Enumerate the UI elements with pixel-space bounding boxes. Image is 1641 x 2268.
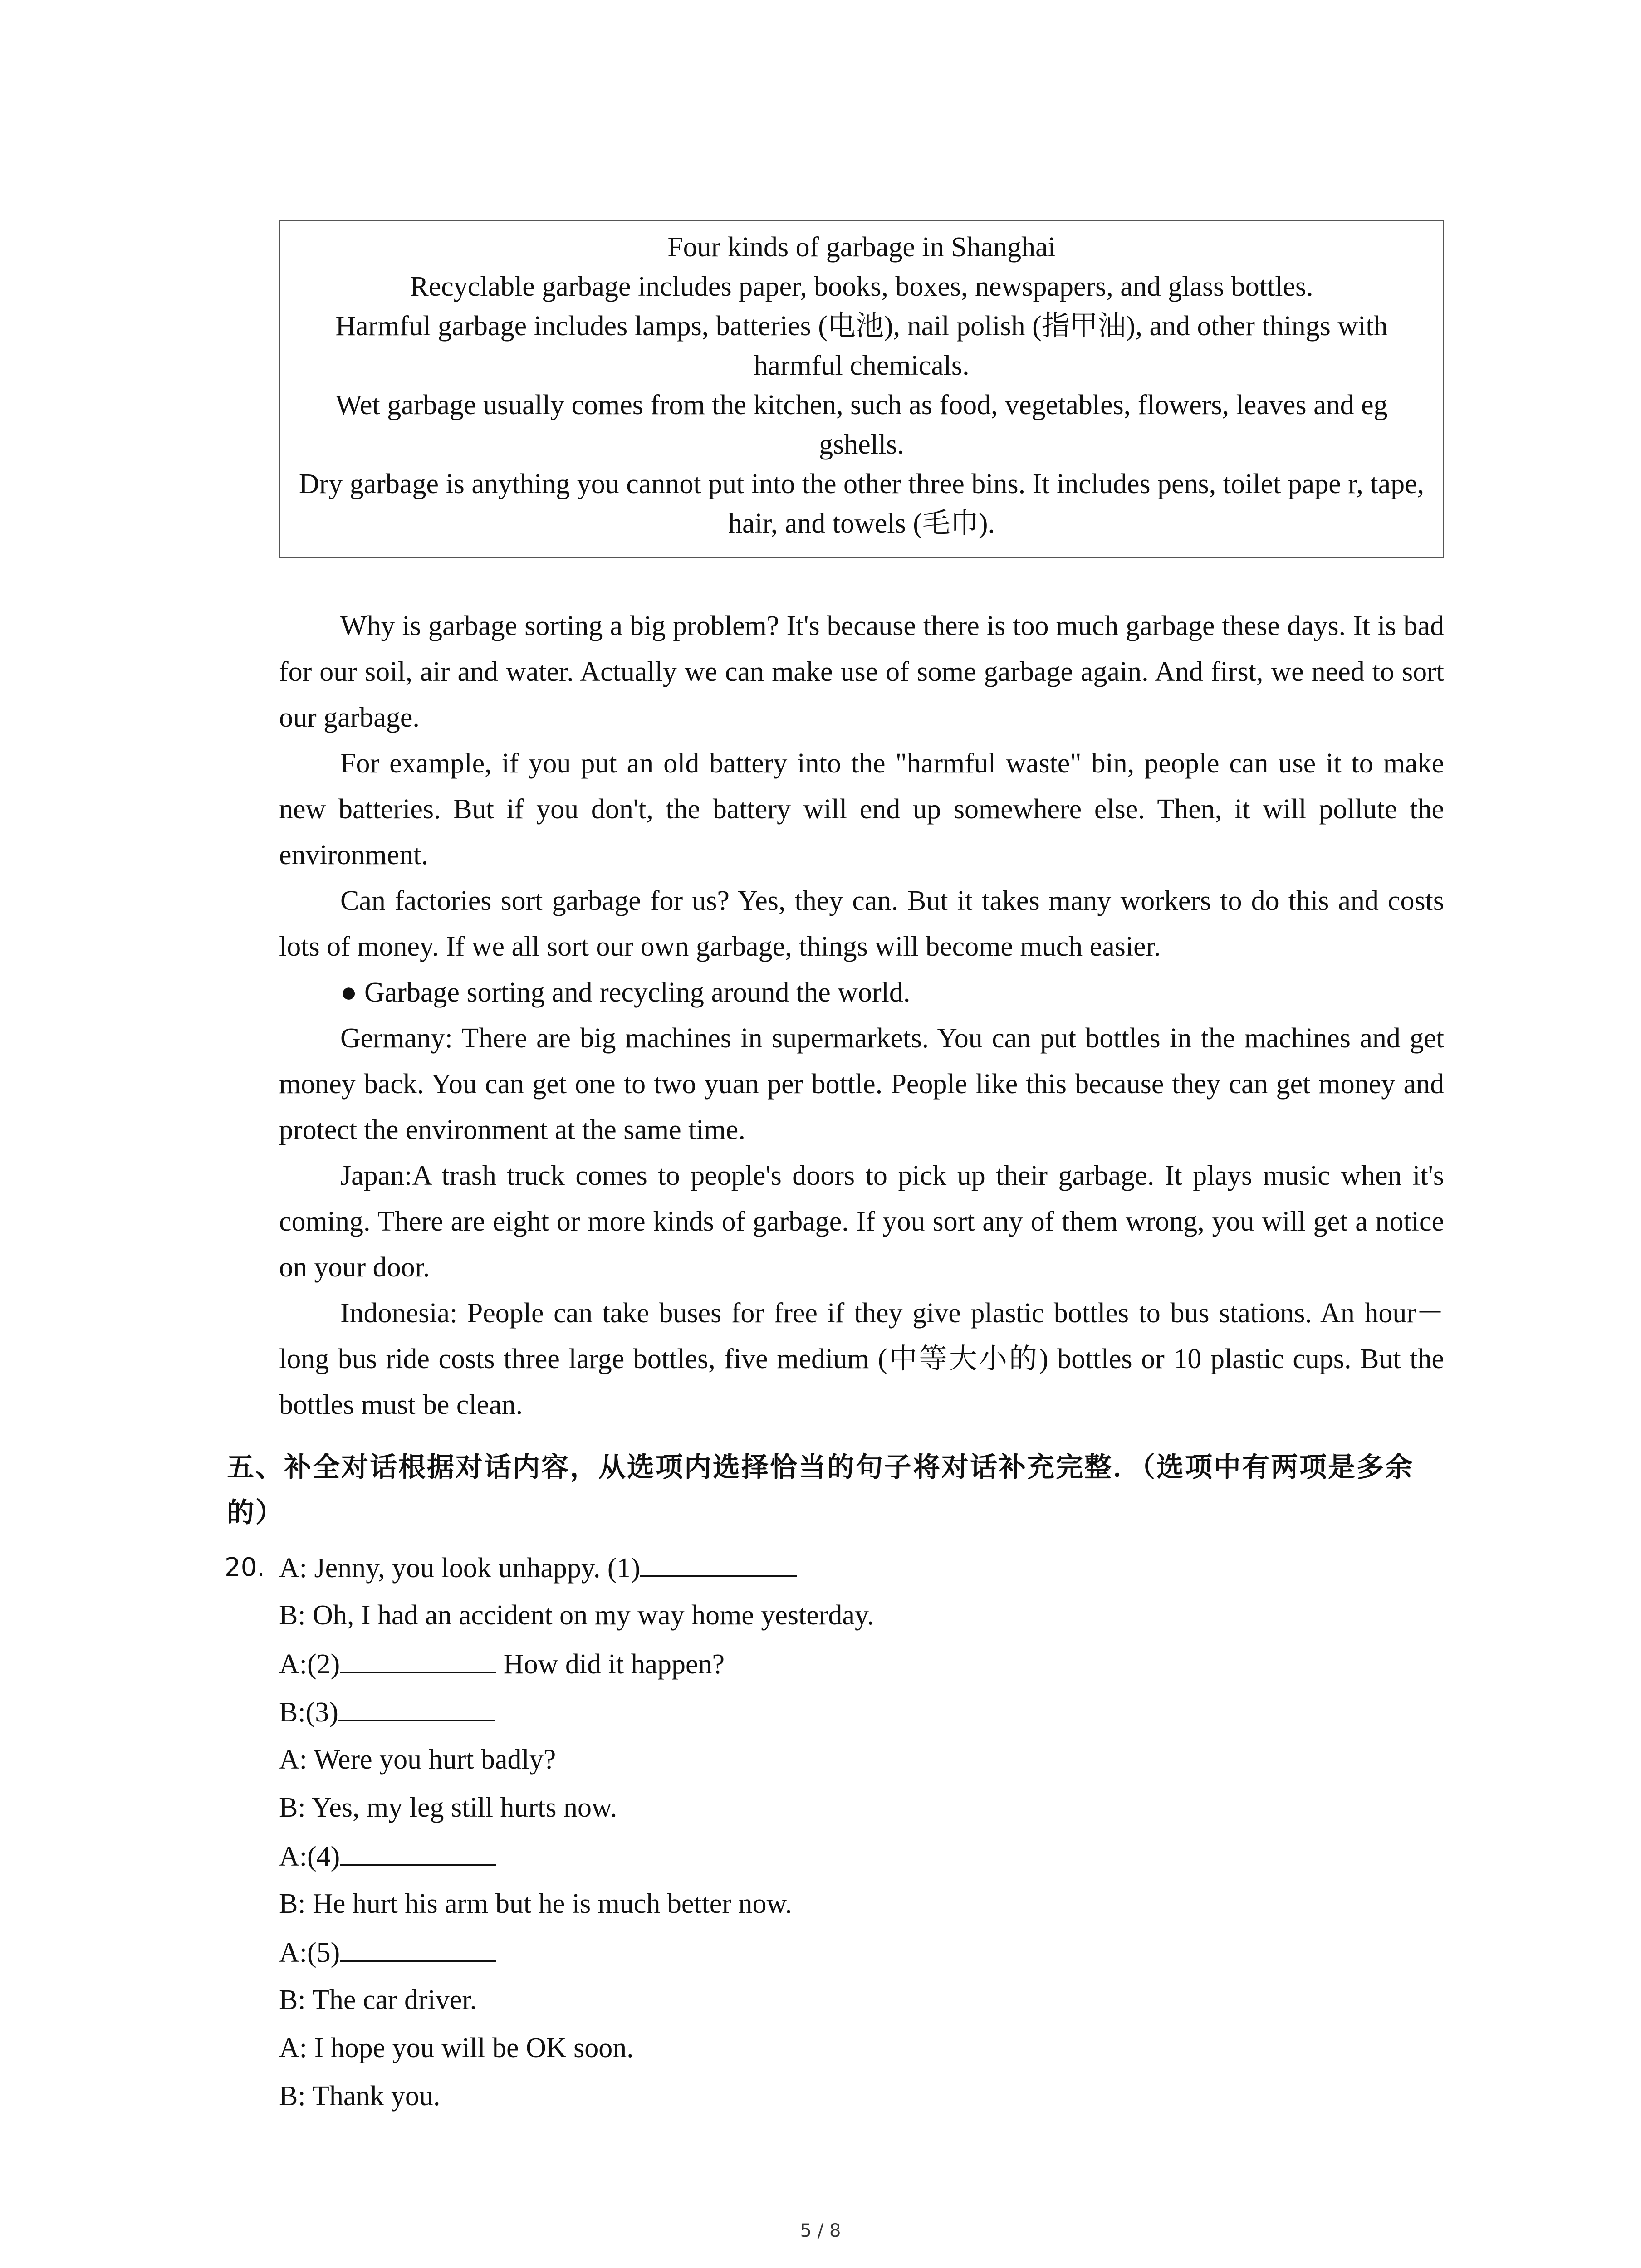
dialogue-text: B: The car driver. bbox=[279, 1984, 477, 2015]
dialogue-text: B: Oh, I had an accident on my way home yesterday. bbox=[279, 1600, 874, 1631]
dialogue-line bbox=[279, 1929, 1413, 1977]
info-box-title: Four kinds of garbage in Shanghai bbox=[667, 232, 1056, 263]
dialogue-text: A: Were you hurt badly? bbox=[279, 1744, 556, 1775]
info-box-line-harmful: Harmful garbage includes lamps, batteries (电池), nail polish (指甲油), and other things with harmful chemicals. bbox=[335, 311, 1388, 381]
answer-blank[interactable] bbox=[338, 1689, 495, 1721]
article-paragraph: Why is garbage sorting a big problem? It's because there is too much garbage these days. It is bad for our soil, air and water. Actually we can make use of some garbage again. And first, we need to sort our garbage. bbox=[279, 611, 1444, 733]
dialogue-text: B: Thank you. bbox=[279, 2081, 441, 2112]
dialogue bbox=[279, 1545, 1413, 2121]
dialogue-text: A: Jenny, you look unhappy. (1) bbox=[279, 1553, 641, 1584]
question-number: 20. bbox=[225, 1553, 265, 1582]
section-heading: 五、补全对话根据对话内容，从选项内选择恰当的句子将对话补充完整．（选项中有两项是多余的） bbox=[227, 1452, 1414, 1529]
article-paragraph: For example, if you put an old battery into the "harmful waste" bin, people can use it to make new batteries. But if you don't, the battery will end up somewhere else. Then, it will pollute the environment. bbox=[279, 748, 1444, 870]
page-number: 5 / 8 bbox=[800, 2220, 841, 2241]
dialogue-line bbox=[279, 1881, 1413, 1929]
dialogue-line bbox=[279, 2073, 1413, 2121]
article-subheading: ● Garbage sorting and recycling around the world. bbox=[340, 977, 911, 1008]
garbage-info-box bbox=[279, 220, 1444, 558]
info-box-line-wet: Wet garbage usually comes from the kitchen, such as food, vegetables, flowers, leaves and eg gshells. bbox=[335, 390, 1388, 460]
dialogue-text: B: Yes, my leg still hurts now. bbox=[279, 1792, 617, 1823]
info-box-line-dry: Dry garbage is anything you cannot put into the other three bins. It includes pens, toilet pape r, tape, hair, and towels (毛巾). bbox=[299, 469, 1425, 539]
dialogue-text-after: How did it happen? bbox=[496, 1649, 725, 1680]
dialogue-text: B:(3) bbox=[279, 1697, 338, 1728]
article-paragraph: Can factories sort garbage for us? Yes, they can. But it takes many workers to do this and costs lots of money. If we all sort our own garbage, things will become much easier. bbox=[279, 885, 1444, 962]
dialogue-text: A: I hope you will be OK soon. bbox=[279, 2033, 634, 2063]
article-paragraph-japan: Japan:A trash truck comes to people's doors to pick up their garbage. It plays music when it's coming. There are eight or more kinds of garbage. If you sort any of them wrong, you will get a notice on your door. bbox=[279, 1160, 1444, 1283]
info-box-line-recyclable: Recyclable garbage includes paper, books, boxes, newspapers, and glass bottles. bbox=[410, 271, 1313, 302]
dialogue-line bbox=[279, 1593, 1413, 1641]
dialogue-line bbox=[279, 1833, 1413, 1881]
dialogue-text: A:(4) bbox=[279, 1841, 340, 1872]
dialogue-line bbox=[279, 1737, 1413, 1785]
dialogue-line bbox=[279, 1977, 1413, 2025]
article-paragraph-indonesia: Indonesia: People can take buses for free if they give plastic bottles to bus stations. An hour－long bus ride costs three large bottles, five medium (中等大小的) bottles or 10 plastic cups. But the bottles must be clean. bbox=[279, 1298, 1444, 1420]
dialogue-text: A:(2) bbox=[279, 1649, 340, 1680]
answer-blank[interactable] bbox=[340, 1929, 496, 1962]
dialogue-text: A:(5) bbox=[279, 1937, 340, 1968]
answer-blank[interactable] bbox=[340, 1641, 496, 1673]
reading-article bbox=[279, 603, 1444, 1428]
dialogue-text: B: He hurt his arm but he is much better now. bbox=[279, 1888, 792, 1919]
answer-blank[interactable] bbox=[340, 1833, 496, 1866]
article-paragraph-germany: Germany: There are big machines in supermarkets. You can put bottles in the machines and get money back. You can get one to two yuan per bottle. People like this because they can get money and protect the environment at the same time. bbox=[279, 1023, 1444, 1145]
dialogue-line bbox=[279, 1545, 1413, 1593]
dialogue-line bbox=[279, 1641, 1413, 1689]
dialogue-line bbox=[279, 1785, 1413, 1833]
dialogue-line bbox=[279, 2025, 1413, 2073]
dialogue-line bbox=[279, 1689, 1413, 1737]
answer-blank[interactable] bbox=[640, 1545, 797, 1577]
